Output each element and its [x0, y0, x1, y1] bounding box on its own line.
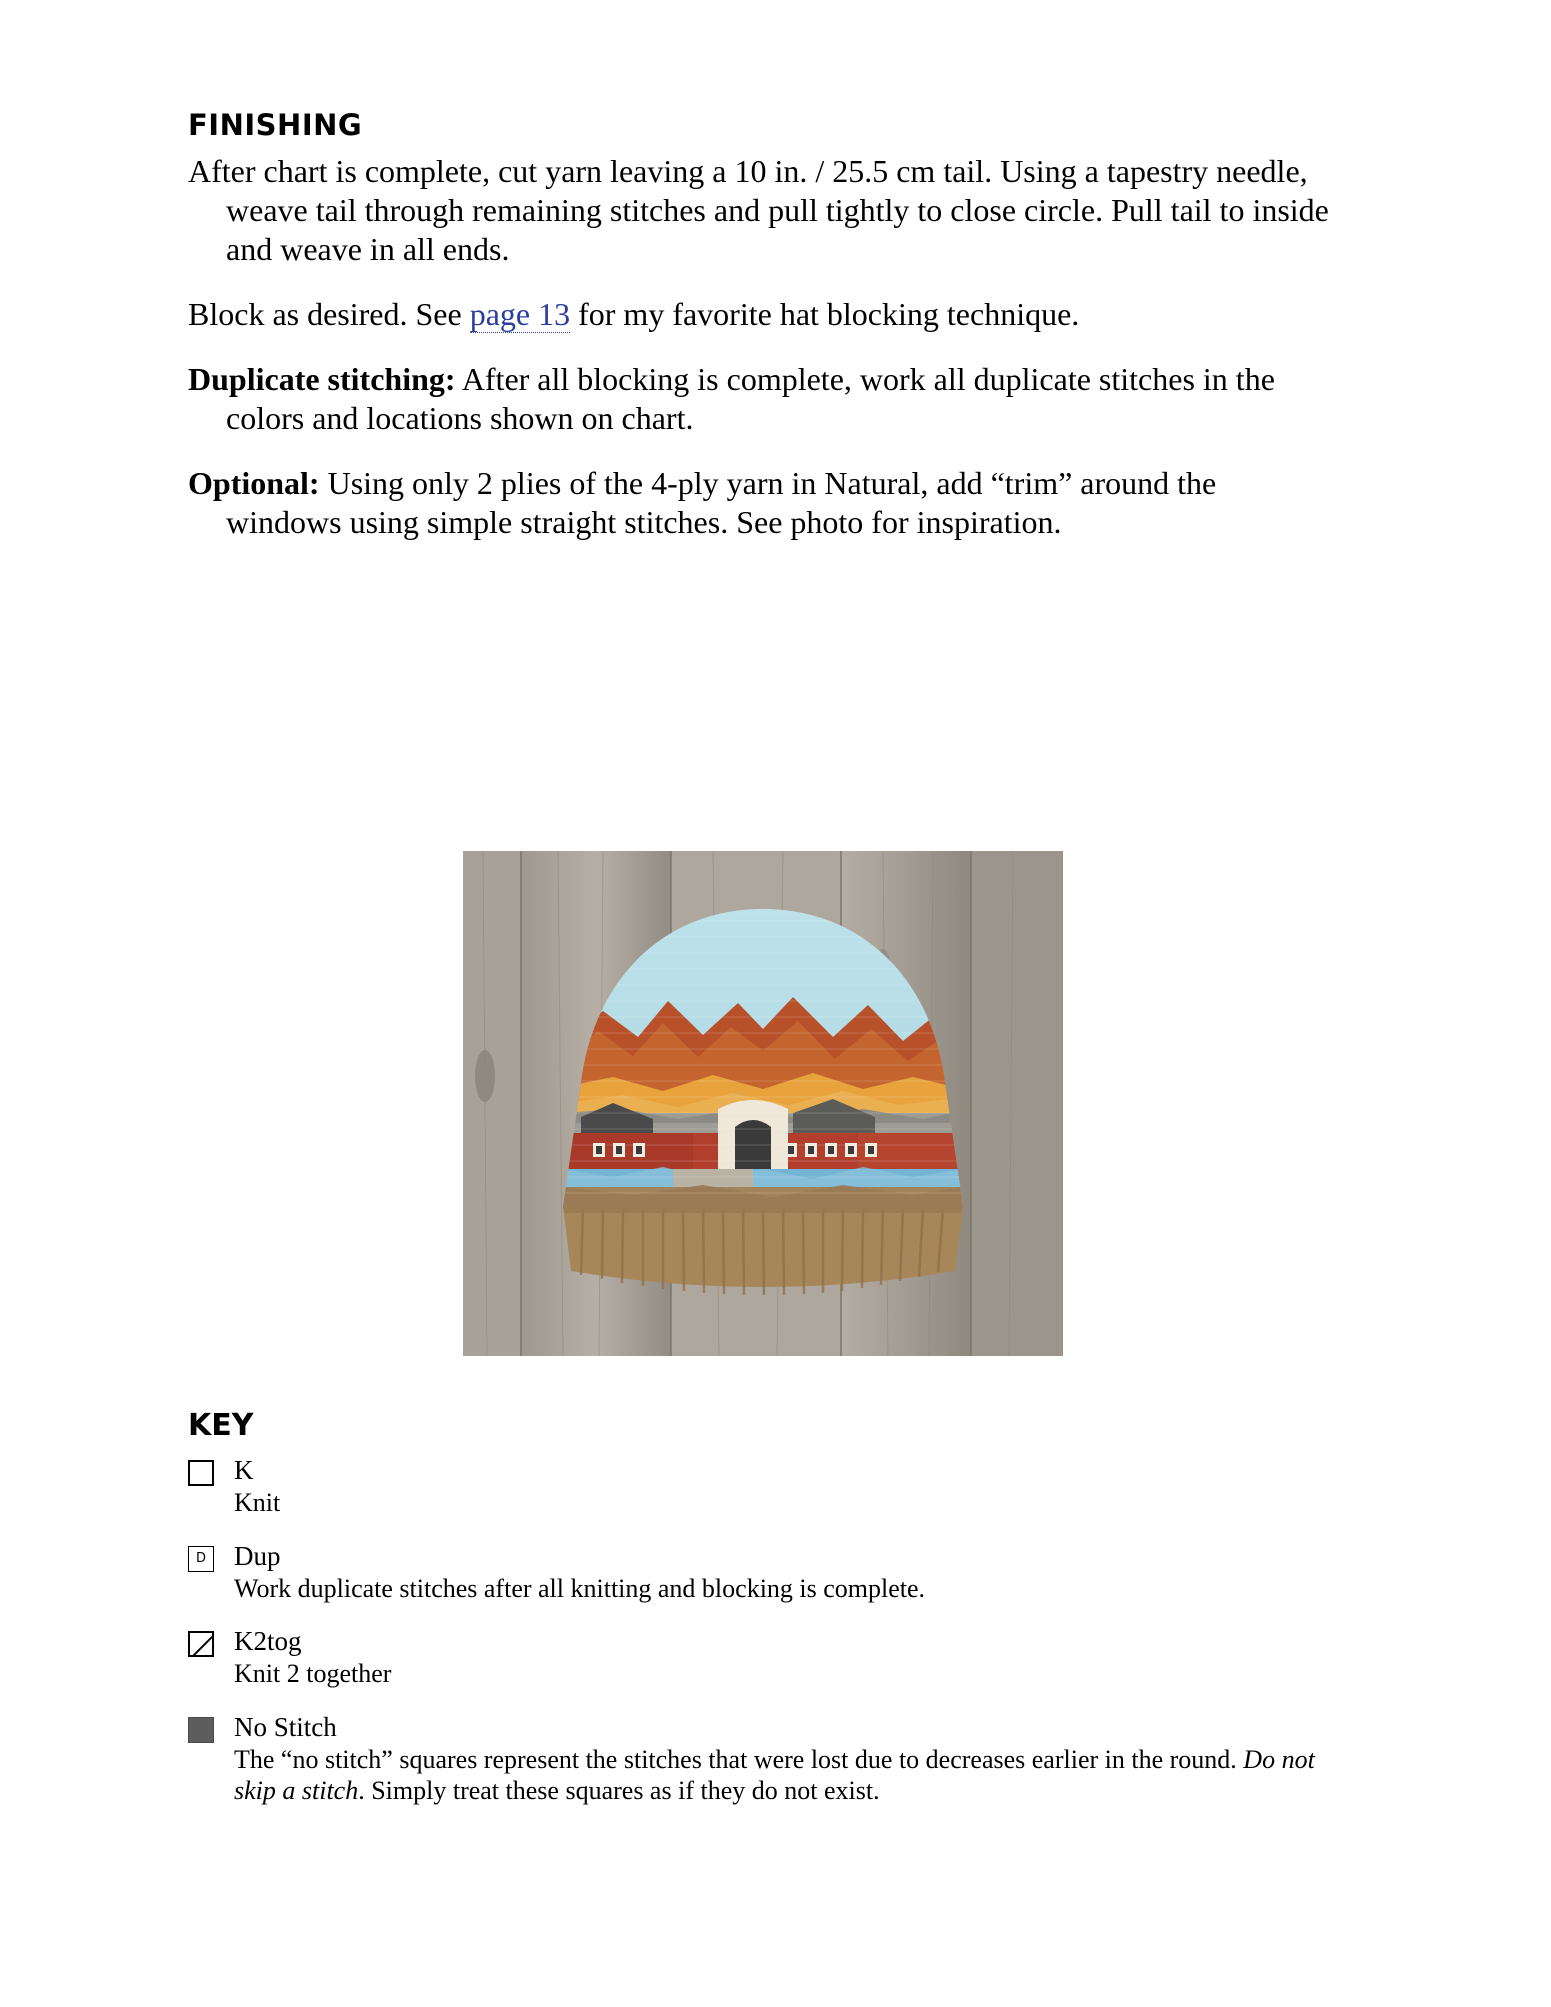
key-desc-knit: Knit: [234, 1488, 281, 1518]
blocking-text-after: for my favorite hat blocking technique.: [570, 296, 1080, 333]
key-desc-no-stitch: [234, 1744, 1348, 1806]
knit-square-icon: [188, 1460, 214, 1486]
key-entry-dup: [188, 1541, 1348, 1605]
optional-lead: Optional:: [188, 465, 320, 502]
duplicate-stitching-text: After all blocking is complete, work all duplicate stitches in the colors and locations shown on chart.: [226, 361, 1275, 437]
key-desc-dup: Work duplicate stitches after all knitting and blocking is complete.: [234, 1573, 926, 1603]
key-label-knit: K: [234, 1455, 254, 1485]
dup-square-icon: D: [188, 1546, 214, 1572]
key-label-dup: Dup: [234, 1540, 281, 1571]
key-entry-no-stitch: [188, 1712, 1348, 1807]
finishing-section: [188, 108, 1338, 542]
paragraph-blocking: [188, 295, 1338, 334]
hat-photo: [463, 851, 1063, 1356]
duplicate-stitching-lead: Duplicate stitching:: [188, 361, 456, 398]
optional-text: Using only 2 plies of the 4-ply yarn in Natural, add “trim” around the windows using simple straight stitches. See photo for inspiration.: [226, 465, 1217, 541]
page-13-link[interactable]: page 13: [469, 296, 571, 333]
key-label-k2tog: K2tog: [234, 1626, 302, 1656]
key-entry-knit: [188, 1455, 1348, 1519]
page-title: FINISHING: [188, 108, 363, 142]
paragraph-optional: [188, 464, 1338, 542]
key-title: KEY: [188, 1408, 254, 1443]
key-entry-k2tog: [188, 1626, 1348, 1690]
no-stitch-desc-after: . Simply treat these squares as if they do not exist.: [358, 1776, 880, 1805]
blocking-text-before: Block as desired. See: [188, 296, 470, 333]
no-stitch-desc-before: The “no stitch” squares represent the stitches that were lost due to decreases earlier in the round.: [234, 1744, 1244, 1774]
key-section: [188, 1408, 1348, 1828]
key-label-no-stitch: No Stitch: [234, 1711, 337, 1742]
k2tog-square-icon: [188, 1631, 214, 1657]
key-desc-k2tog: Knit 2 together: [234, 1659, 392, 1689]
no-stitch-desc-italic: Do not skip a stitch: [234, 1744, 1315, 1805]
paragraph-duplicate-stitching: [188, 360, 1338, 438]
no-stitch-square-icon: [188, 1717, 214, 1743]
hat-photo-container: [463, 851, 1063, 1356]
paragraph-finishing: After chart is complete, cut yarn leaving a 10 in. / 25.5 cm tail. Using a tapestry needle, weave tail through remaining stitches and pull tightly to close circle. Pull tail to inside and weave in all ends.: [188, 153, 1329, 268]
